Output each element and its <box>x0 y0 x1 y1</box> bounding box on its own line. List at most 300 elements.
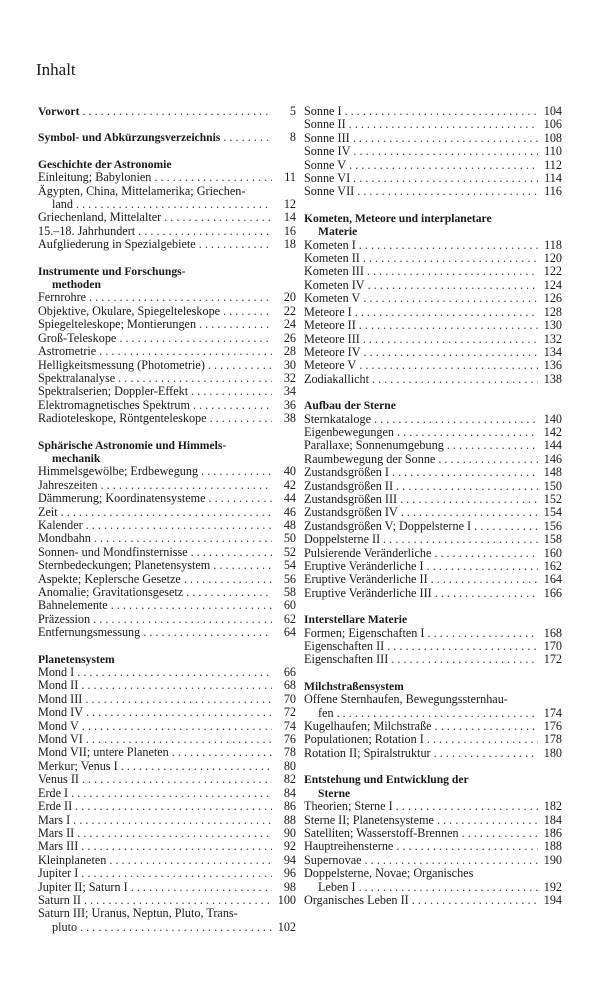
toc-entry[interactable] <box>304 587 562 600</box>
entry-label: Sonne II <box>304 117 346 132</box>
leader-dots <box>207 412 272 425</box>
toc-entry[interactable] <box>38 613 296 626</box>
entry-label: Zustandsgrößen III <box>304 491 398 506</box>
entry-page-number: 50 <box>283 531 296 546</box>
section-heading <box>304 680 562 693</box>
toc-entry[interactable] <box>38 626 296 639</box>
toc-entry[interactable] <box>38 827 296 840</box>
entry-page-number: 168 <box>543 625 562 640</box>
toc-section <box>304 399 562 600</box>
entry-label: Kometen I <box>304 237 356 252</box>
entry-page-number: 174 <box>543 705 562 720</box>
leader-dots <box>444 439 538 452</box>
section-heading-line: Aufbau der Sterne <box>304 399 396 413</box>
leader-dots <box>360 252 538 265</box>
entry-page-number: 120 <box>543 251 562 266</box>
toc-entry[interactable] <box>38 532 296 545</box>
leader-dots <box>72 800 272 813</box>
entry-page-number: 154 <box>543 505 562 520</box>
entry-label: Mond III <box>38 691 83 706</box>
entry-page-number: 54 <box>283 558 296 573</box>
toc-entry[interactable] <box>38 746 296 759</box>
entry-page-number: 188 <box>543 839 562 854</box>
toc-entry[interactable] <box>304 520 562 533</box>
entry-page-number: 110 <box>544 144 562 159</box>
toc-entry[interactable] <box>304 252 562 265</box>
entry-label: Raumbewegung der Sonne <box>304 451 436 466</box>
leader-dots <box>206 492 272 505</box>
entry-label: Mond I <box>38 665 75 680</box>
leader-dots <box>428 573 538 586</box>
toc-entry[interactable] <box>304 359 562 372</box>
toc-entry[interactable] <box>38 907 296 934</box>
toc-entry[interactable] <box>38 479 296 492</box>
leader-dots <box>78 679 272 692</box>
leader-dots <box>424 627 538 640</box>
entry-label: Erde I <box>38 785 69 800</box>
entry-page-number: 52 <box>283 544 296 559</box>
leader-dots <box>393 480 538 493</box>
leader-dots <box>90 613 272 626</box>
entry-label: Zustandsgrößen II <box>304 478 394 493</box>
toc-entry[interactable] <box>304 439 562 452</box>
leader-dots <box>361 346 538 359</box>
entry-label: Supernovae <box>304 852 362 867</box>
toc-section <box>38 653 296 935</box>
entry-label: Theorien; Sterne I <box>304 799 393 814</box>
entry-page-number: 14 <box>283 210 296 225</box>
leader-dots <box>346 118 538 131</box>
toc-entry[interactable] <box>304 854 562 867</box>
toc-entry[interactable] <box>38 599 296 612</box>
toc-entry[interactable] <box>304 466 562 479</box>
entry-page-number: 30 <box>283 357 296 372</box>
leader-dots <box>82 693 272 706</box>
entry-page-number: 38 <box>283 411 296 426</box>
entry-label: Aspekte; Keplersche Gesetze <box>38 571 181 586</box>
leader-dots <box>350 172 538 185</box>
toc-entry[interactable] <box>304 547 562 560</box>
leader-dots <box>196 318 272 331</box>
entry-label: Mars II <box>38 825 75 840</box>
leader-dots <box>83 519 272 532</box>
entry-page-number: 22 <box>283 303 296 318</box>
section-heading-line: mechanik <box>52 451 101 465</box>
entry-label: Zustandsgrößen I <box>304 465 389 480</box>
toc-entry[interactable] <box>304 720 562 733</box>
entry-page-number: 128 <box>543 304 562 319</box>
leader-dots <box>394 426 538 439</box>
toc-entry[interactable] <box>38 359 296 372</box>
toc-entry[interactable] <box>38 894 296 907</box>
section-heading-line: Sterne <box>318 786 351 800</box>
leader-dots <box>431 547 538 560</box>
leader-dots <box>79 105 272 118</box>
entry-label: Kleinplaneten <box>38 852 107 867</box>
entry-page-number: 24 <box>283 317 296 332</box>
entry-page-number: 108 <box>543 130 562 145</box>
section-heading <box>304 773 562 800</box>
leader-dots <box>352 306 538 319</box>
entry-label: Entfernungsmessung <box>38 625 141 640</box>
entry-page-number: 86 <box>283 799 296 814</box>
leader-dots <box>106 854 272 867</box>
toc-entry[interactable] <box>38 345 296 358</box>
toc-entry[interactable] <box>304 493 562 506</box>
entry-label: Eruptive Veränderliche III <box>304 585 432 600</box>
entry-label: Mond II <box>38 678 79 693</box>
toc-entry[interactable] <box>38 800 296 813</box>
section-heading-line: Materie <box>318 225 358 239</box>
toc-entry[interactable] <box>304 480 562 493</box>
entry-page-number: 160 <box>543 545 562 560</box>
toc-entry[interactable] <box>304 653 562 666</box>
section-heading-line: Planetensystem <box>38 652 115 666</box>
entry-page-number: 124 <box>543 277 562 292</box>
leader-dots <box>98 479 272 492</box>
toc-entry[interactable] <box>304 319 562 332</box>
leader-dots <box>78 840 272 853</box>
toc-entry[interactable] <box>304 693 562 720</box>
entry-page-number: 44 <box>283 491 296 506</box>
leader-dots <box>371 413 538 426</box>
entry-page-number: 84 <box>283 785 296 800</box>
toc-entry[interactable] <box>38 131 296 144</box>
entry-label: Eigenschaften III <box>304 652 389 667</box>
toc-entry[interactable] <box>304 840 562 853</box>
entry-label: Fernrohre <box>38 290 87 305</box>
entry-page-number: 134 <box>543 344 562 359</box>
entry-page-number: 194 <box>543 892 562 907</box>
leader-dots <box>91 532 272 545</box>
leader-dots <box>346 159 538 172</box>
leader-dots <box>210 559 272 572</box>
leader-dots <box>83 706 272 719</box>
entry-label: Populationen; Rotation I <box>304 732 424 747</box>
toc-entry[interactable] <box>304 172 562 185</box>
toc-entry[interactable] <box>304 306 562 319</box>
entry-label: Merkur; Venus I <box>38 758 118 773</box>
entry-label: Sonne IV <box>304 144 351 159</box>
entry-page-number: 114 <box>544 171 562 186</box>
entry-label: Hauptreihensterne <box>304 839 394 854</box>
leader-dots <box>356 239 538 252</box>
entry-page-number: 68 <box>283 678 296 693</box>
section-heading-line: Sphärische Astronomie und Himmels- <box>38 438 227 452</box>
leader-dots <box>389 466 538 479</box>
toc-entry[interactable] <box>38 412 296 425</box>
toc-entry[interactable] <box>304 132 562 145</box>
entry-page-number: 192 <box>543 879 562 894</box>
toc-entry[interactable] <box>304 533 562 546</box>
toc-entry[interactable] <box>304 827 562 840</box>
entry-label: Eigenschaften II <box>304 639 385 654</box>
toc-entry[interactable] <box>38 586 296 599</box>
toc-entry[interactable] <box>304 292 562 305</box>
toc-section <box>304 613 562 667</box>
toc-entry[interactable] <box>304 800 562 813</box>
entry-page-number: 20 <box>283 290 296 305</box>
entry-page-number: 60 <box>283 598 296 613</box>
entry-page-number: 11 <box>284 170 296 185</box>
entry-page-number: 82 <box>283 772 296 787</box>
leader-dots <box>424 560 538 573</box>
toc-entry[interactable] <box>38 171 296 184</box>
toc-entry[interactable] <box>38 291 296 304</box>
leader-dots <box>220 305 272 318</box>
toc-section <box>38 105 296 118</box>
leader-dots <box>362 854 538 867</box>
entry-page-number: 80 <box>283 758 296 773</box>
leader-dots <box>360 292 538 305</box>
entry-label: Eigenbewegungen <box>304 424 395 439</box>
leader-dots <box>68 787 272 800</box>
section-heading <box>304 212 562 239</box>
entry-page-number: 16 <box>283 223 296 238</box>
section-heading <box>38 653 296 666</box>
toc-entry[interactable] <box>38 679 296 692</box>
toc-entry[interactable] <box>38 814 296 827</box>
toc-entry[interactable] <box>304 239 562 252</box>
toc-entry[interactable] <box>304 453 562 466</box>
section-heading-line: Milchstraßensystem <box>304 679 404 693</box>
section-heading-line: methoden <box>52 278 101 292</box>
toc-entry[interactable] <box>38 666 296 679</box>
toc-entry[interactable] <box>38 559 296 572</box>
leader-dots <box>342 105 538 118</box>
entry-label: Himmelsgewölbe; Erdbewegung <box>38 464 199 479</box>
toc-entry[interactable] <box>304 747 562 760</box>
leader-dots <box>388 653 538 666</box>
leader-dots <box>205 359 272 372</box>
entry-page-number: 12 <box>283 197 296 212</box>
toc-entry[interactable] <box>304 640 562 653</box>
toc-entry[interactable] <box>304 894 562 907</box>
toc-entry[interactable] <box>38 546 296 559</box>
entry-label: Objektive, Okulare, Spiegelteleskope <box>38 303 221 318</box>
entry-label: Meteore III <box>304 331 360 346</box>
section-heading <box>38 439 296 466</box>
leader-dots <box>356 319 538 332</box>
toc-entry[interactable] <box>38 211 296 224</box>
entry-page-number: 32 <box>283 370 296 385</box>
toc-entry[interactable] <box>38 720 296 733</box>
toc-entry[interactable] <box>38 305 296 318</box>
entry-label: Präzession <box>38 611 91 626</box>
section-heading-line: Kometen, Meteore und interplanetare <box>304 211 492 225</box>
toc-entry[interactable] <box>304 573 562 586</box>
leader-dots <box>116 332 272 345</box>
toc-entry[interactable] <box>304 733 562 746</box>
entry-page-number: 136 <box>543 358 562 373</box>
entry-page-number: 74 <box>283 718 296 733</box>
toc-entry[interactable] <box>304 185 562 198</box>
entry-label: Astrometrie <box>38 344 97 359</box>
entry-page-number: 34 <box>283 384 296 399</box>
leader-dots <box>108 599 272 612</box>
toc-entry[interactable] <box>304 145 562 158</box>
entry-page-number: 104 <box>543 104 562 118</box>
leader-dots <box>128 881 272 894</box>
entry-label: Kalender <box>38 517 83 532</box>
section-heading-line: Geschichte der Astronomie <box>38 157 172 171</box>
toc-section <box>304 105 562 199</box>
toc-entry[interactable] <box>304 373 562 386</box>
entry-label: Spektralserien; Doppler-Effekt <box>38 384 189 399</box>
toc-entry[interactable] <box>38 385 296 398</box>
toc-entry[interactable] <box>304 506 562 519</box>
leader-dots <box>471 520 538 533</box>
entry-label: Organisches Leben II <box>304 892 409 907</box>
entry-label: Griechenland, Mittelalter <box>38 210 162 225</box>
toc-entry[interactable] <box>304 333 562 346</box>
toc-entry[interactable] <box>304 426 562 439</box>
leader-dots <box>74 827 272 840</box>
toc-entry[interactable] <box>38 519 296 532</box>
toc-entry[interactable] <box>304 279 562 292</box>
toc-entry[interactable] <box>38 372 296 385</box>
entry-page-number: 178 <box>543 732 562 747</box>
entry-label: Zustandsgrößen V; Doppelsterne I <box>304 518 472 533</box>
entry-page-number: 56 <box>283 571 296 586</box>
leader-dots <box>58 506 272 519</box>
entry-label: Groß-Teleskope <box>38 330 117 345</box>
toc-entry[interactable] <box>38 881 296 894</box>
entry-label: Sonne I <box>304 104 342 118</box>
toc-entry[interactable] <box>38 238 296 251</box>
entry-label: Zeit <box>38 504 58 519</box>
toc-entry[interactable] <box>304 265 562 278</box>
toc-entry[interactable] <box>38 773 296 786</box>
leader-dots <box>78 867 272 880</box>
entry-label: Mondbahn <box>38 531 91 546</box>
entry-label: Symbol- und Abkürzungsverzeichnis <box>38 131 221 145</box>
toc-entry[interactable] <box>304 118 562 131</box>
leader-dots <box>73 198 272 211</box>
toc-entry[interactable] <box>38 332 296 345</box>
leader-dots <box>83 733 272 746</box>
entry-label: Sonnen- und Mondfinsternisse <box>38 544 188 559</box>
entry-page-number: 158 <box>543 532 562 547</box>
entry-label: Pulsierende Veränderliche <box>304 545 432 560</box>
leader-dots <box>115 372 272 385</box>
entry-page-number: 118 <box>544 237 562 252</box>
toc-column-right <box>304 105 562 920</box>
entry-label: Kugelhaufen; Milchstraße <box>304 719 432 734</box>
entry-label: Offene Sternhaufen, Bewegungssternhau- <box>304 692 508 707</box>
leader-dots <box>140 626 272 639</box>
toc-entry[interactable] <box>38 185 296 212</box>
toc-entry[interactable] <box>304 814 562 827</box>
entry-label: Sternbedeckungen; Planetensystem <box>38 558 211 573</box>
toc-entry[interactable] <box>38 492 296 505</box>
entry-page-number: 184 <box>543 812 562 827</box>
toc-entry[interactable] <box>38 867 296 880</box>
entry-page-number: 190 <box>543 852 562 867</box>
toc-entry[interactable] <box>38 854 296 867</box>
entry-label: Radioteleskope, Röntgenteleskope <box>38 411 207 426</box>
entry-label: Mond VI <box>38 732 83 747</box>
entry-page-number: 8 <box>289 130 296 145</box>
entry-label: Helligkeitsmessung (Photometrie) <box>38 357 205 372</box>
leader-dots <box>188 546 272 559</box>
toc-entry[interactable] <box>38 465 296 478</box>
toc-entry[interactable] <box>38 733 296 746</box>
section-heading <box>38 265 296 292</box>
leader-dots <box>350 145 538 158</box>
leader-dots <box>181 573 272 586</box>
entry-label: Ägypten, China, Mittelamerika; Griechen- <box>38 183 246 198</box>
leader-dots <box>86 291 272 304</box>
entry-label: Zustandsgrößen IV <box>304 505 398 520</box>
toc-entry[interactable] <box>38 760 296 773</box>
toc-entry[interactable] <box>38 787 296 800</box>
leader-dots <box>196 238 272 251</box>
leader-dots <box>393 840 538 853</box>
entry-label: Sonne V <box>304 157 347 172</box>
entry-label: Mond VII; untere Planeten <box>38 745 169 760</box>
entry-label: Jupiter I <box>38 866 79 881</box>
toc-entry[interactable] <box>304 560 562 573</box>
entry-page-number: 132 <box>543 331 562 346</box>
toc-entry[interactable] <box>304 413 562 426</box>
leader-dots <box>431 747 538 760</box>
entry-label: Mond V <box>38 718 79 733</box>
entry-label: Formen; Eigenschaften I <box>304 625 425 640</box>
toc-entry[interactable] <box>38 840 296 853</box>
toc-entry[interactable] <box>38 399 296 412</box>
toc-entry[interactable] <box>304 627 562 640</box>
leader-dots <box>70 814 272 827</box>
leader-dots <box>393 800 538 813</box>
entry-page-number: 58 <box>283 585 296 599</box>
entry-page-number: 126 <box>543 291 562 306</box>
entry-page-number: 26 <box>283 330 296 345</box>
toc-entry[interactable] <box>38 693 296 706</box>
entry-label: Kometen V <box>304 291 361 306</box>
entry-label: Rotation II; Spiralstruktur <box>304 745 431 760</box>
entry-label: Spektralanalyse <box>38 370 116 385</box>
leader-dots <box>190 399 272 412</box>
entry-page-number: 138 <box>543 371 562 386</box>
leader-dots <box>434 814 538 827</box>
toc-entry[interactable] <box>304 105 562 118</box>
toc-entry[interactable] <box>38 225 296 238</box>
entry-page-number: 28 <box>283 344 296 359</box>
entry-page-number: 146 <box>543 451 562 466</box>
entry-label: Kometen II <box>304 251 360 266</box>
toc-entry[interactable] <box>304 867 562 894</box>
section-heading-line: Entstehung und Entwicklung der <box>304 773 469 787</box>
entry-label: Anomalie; Gravitationsgesetz <box>38 585 184 599</box>
toc-entry[interactable] <box>38 706 296 719</box>
entry-label: Parallaxe; Sonnenumgebung <box>304 438 444 453</box>
toc-entry[interactable] <box>38 318 296 331</box>
entry-label: Sonne VI <box>304 171 351 186</box>
toc-entry[interactable] <box>38 573 296 586</box>
leader-dots <box>135 225 272 238</box>
entry-page-number: 42 <box>283 477 296 492</box>
toc-entry[interactable] <box>304 159 562 172</box>
toc-entry[interactable] <box>38 506 296 519</box>
entry-page-number: 94 <box>283 852 296 867</box>
section-heading <box>304 399 562 412</box>
toc-entry[interactable] <box>304 346 562 359</box>
toc-entry[interactable] <box>38 105 296 118</box>
leader-dots <box>220 131 272 144</box>
entry-page-number: 40 <box>283 464 296 479</box>
leader-dots <box>334 707 538 720</box>
